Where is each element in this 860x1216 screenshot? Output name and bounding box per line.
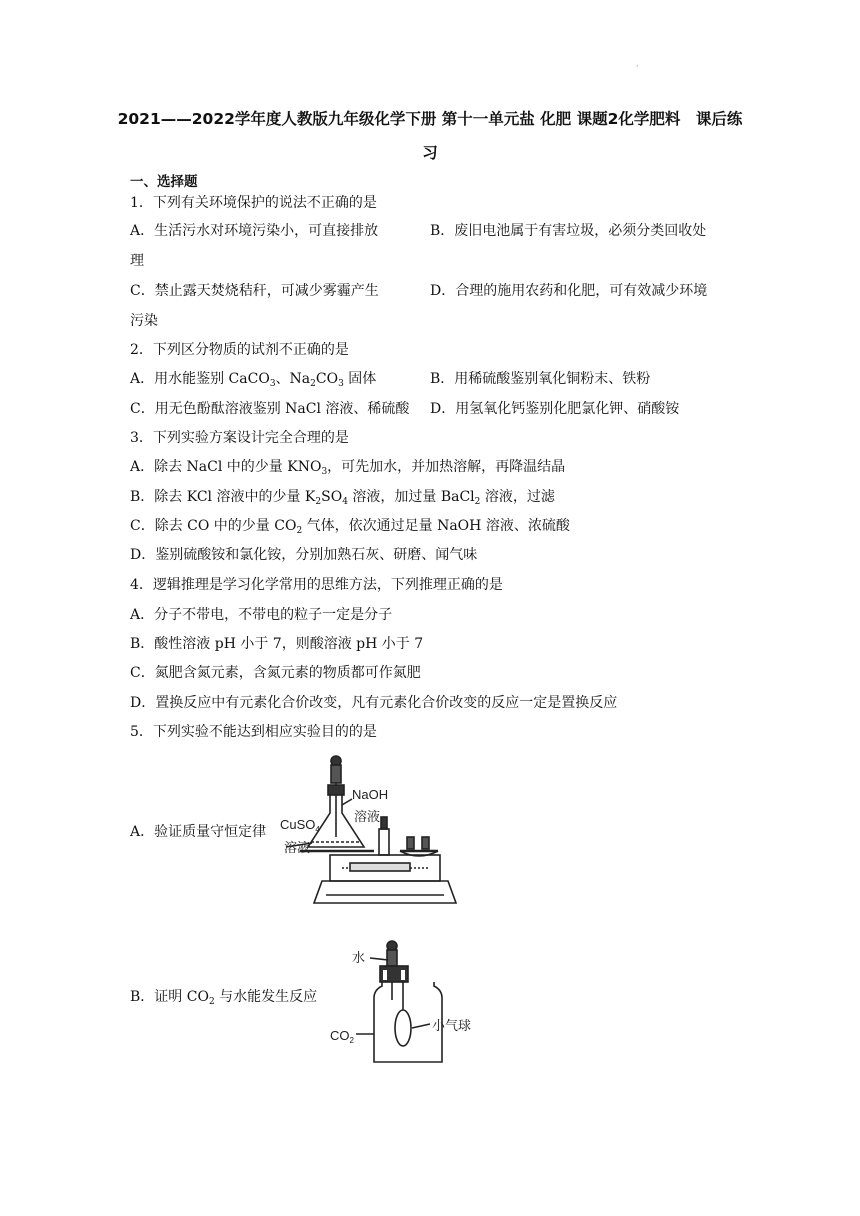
q4-option-b: B．酸性溶液 pH 小于 7，则酸溶液 pH 小于 7 (130, 636, 424, 652)
q3-option-a: A．除去 NaCl 中的少量 $KNO_3$，可先加水，并加热溶解，再降温结晶 (130, 459, 566, 477)
q2-option-d: D．用氢氧化钙鉴别化肥氯化钾、硝酸铵 (430, 401, 680, 417)
q5-stem: 5．下列实验不能达到相应实验目的的是 (130, 724, 377, 740)
q1-option-a: A．生活污水对环境污染小，可直接排放 (130, 223, 379, 239)
q4-option-d: D．置换反应中有元素化合价改变，凡有元素化合价改变的反应一定是置换反应 (130, 695, 618, 711)
co2-water-apparatus (328, 938, 488, 1068)
label-water: 水 (352, 950, 366, 965)
q2-option-a: A．用水能鉴别 CaCO$_3$、$Na_2CO_3$ 固体 (130, 371, 377, 389)
mass-conservation-apparatus (278, 755, 458, 915)
q3-option-b: B．除去 KCl 溶液中的少量 $K_2SO_4$ 溶液，加过量 BaCl$_2$ 溶液，过滤 (130, 489, 555, 507)
label-cuso4-solution: 溶液 (284, 840, 311, 855)
q1-option-d: D．合理的施用农药和化肥，可有效减少环境 (430, 283, 708, 299)
q2-stem: 2．下列区分物质的试剂不正确的是 (130, 342, 349, 358)
page-title: 2021——2022学年度人教版九年级化学下册 第十一单元盐 化肥 课题2化学肥料 课后练习 (117, 110, 743, 162)
label-cuso4: CuSO$_4$ (280, 817, 320, 834)
q1-option-c: C．禁止露天焚烧秸秆，可减少雾霾产生 (130, 283, 379, 299)
q5-option-a: A．验证质量守恒定律 (130, 824, 267, 840)
q4-option-c: C．氮肥含氮元素，含氮元素的物质都可作氮肥 (130, 665, 421, 681)
q1-stem: 1．下列有关环境保护的说法不正确的是 (130, 195, 377, 211)
section-heading: 一、选择题 (130, 174, 198, 190)
q1-option-b-wrap: 理 (130, 253, 144, 269)
label-naoh: NaOH (352, 787, 389, 802)
q1-option-d-wrap: 污染 (130, 313, 158, 329)
q3-option-d: D．鉴别硫酸铵和氯化铵，分别加熟石灰、研磨、闻气味 (130, 547, 478, 563)
label-naoh-solution: 溶液 (354, 809, 381, 824)
q2-option-c: C．用无色酚酞溶液鉴别 NaCl 溶液、稀硫酸 (130, 401, 410, 417)
q4-option-a: A．分子不带电，不带电的粒子一定是分子 (130, 607, 393, 623)
q3-option-c: C．除去 CO 中的少量 $CO_2$ 气体，依次通过足量 NaOH 溶液、浓硫酸 (130, 518, 570, 536)
q4-stem: 4．逻辑推理是学习化学常用的思维方法，下列推理正确的是 (130, 577, 503, 593)
q2-option-b: B．用稀硫酸鉴别氧化铜粉末、铁粉 (430, 371, 651, 387)
q1-option-b: B．废旧电池属于有害垃圾，必须分类回收处 (430, 223, 707, 239)
label-balloon: 小气球 (432, 1018, 472, 1033)
q3-stem: 3．下列实验方案设计完全合理的是 (130, 430, 349, 446)
q5-option-b: B．证明 $CO_2$ 与水能发生反应 (130, 989, 318, 1007)
header-mark: · (636, 62, 639, 71)
label-co2: $CO_2$ (330, 1028, 354, 1045)
